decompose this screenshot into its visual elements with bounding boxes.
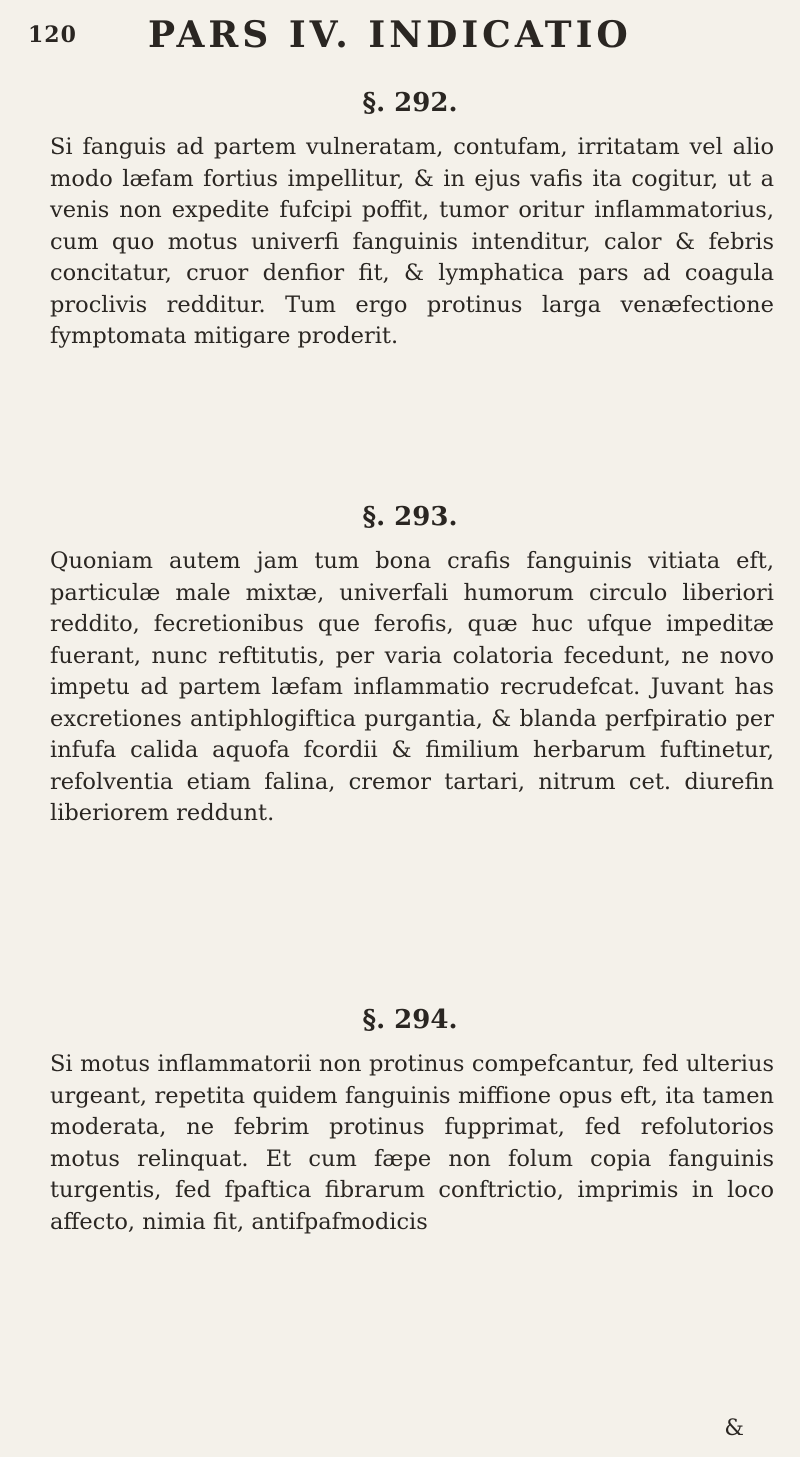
page-number: 120 [28,22,77,48]
section-number: §. 293. [362,502,458,532]
section-number: §. 292. [362,88,458,118]
page-header [28,14,780,64]
catchword: & [724,1416,744,1441]
section-paragraph: Si motus inflammatorii non protinus compefcantur, fed ulterius urgeant, repetita quidem fanguinis miffione opus eft, ita tamen moderata, ne febrim protinus fupprimat, fed refolutorios motus relinquat. Et cum fæpe non folum copia fanguinis turgentis, fed fpaftica fibrarum conftrictio, imprimis in loco affecto, nimia fit, antifpafmodicis [50,1051,774,1235]
section-paragraph: Si fanguis ad partem vulneratam, contufam, irritatam vel alio modo læfam fortius impellitur, & in ejus vafis ita cogitur, ut a venis non expedite fufcipi poffit, tumor oritur inflammatorius, cum quo motus univerfi fanguinis intenditur, calor & febris concitatur, cruor denfior fit, & lymphatica pars ad coagula proclivis redditur. Tum ergo protinus larga venæfectione fymptomata mitigare proderit. [50,134,774,349]
section-number: §. 294. [362,1005,458,1035]
section-paragraph: Quoniam autem jam tum bona crafis fanguinis vitiata eft, particulæ male mixtæ, univerfali humorum circulo liberiori reddito, fecretionibus que ferofis, quæ huc ufque impeditæ fuerant, nunc reftitutis, per varia colatoria fecedunt, ne novo impetu ad partem læfam inflammatio recrudefcat. Juvant has excretiones antiphlogiftica purgantia, & blanda perfpiratio per infufa calida aquofa fcordii & fimilium herbarum fuftinetur, refolventia etiam falina, cremor tartari, nitrum cet. diurefin liberiorem reddunt. [50,548,774,826]
section-292 [40,88,780,353]
section-294 [40,1005,780,1238]
running-head: PARS IV. INDICATIO [148,14,632,56]
section-293 [40,502,780,830]
